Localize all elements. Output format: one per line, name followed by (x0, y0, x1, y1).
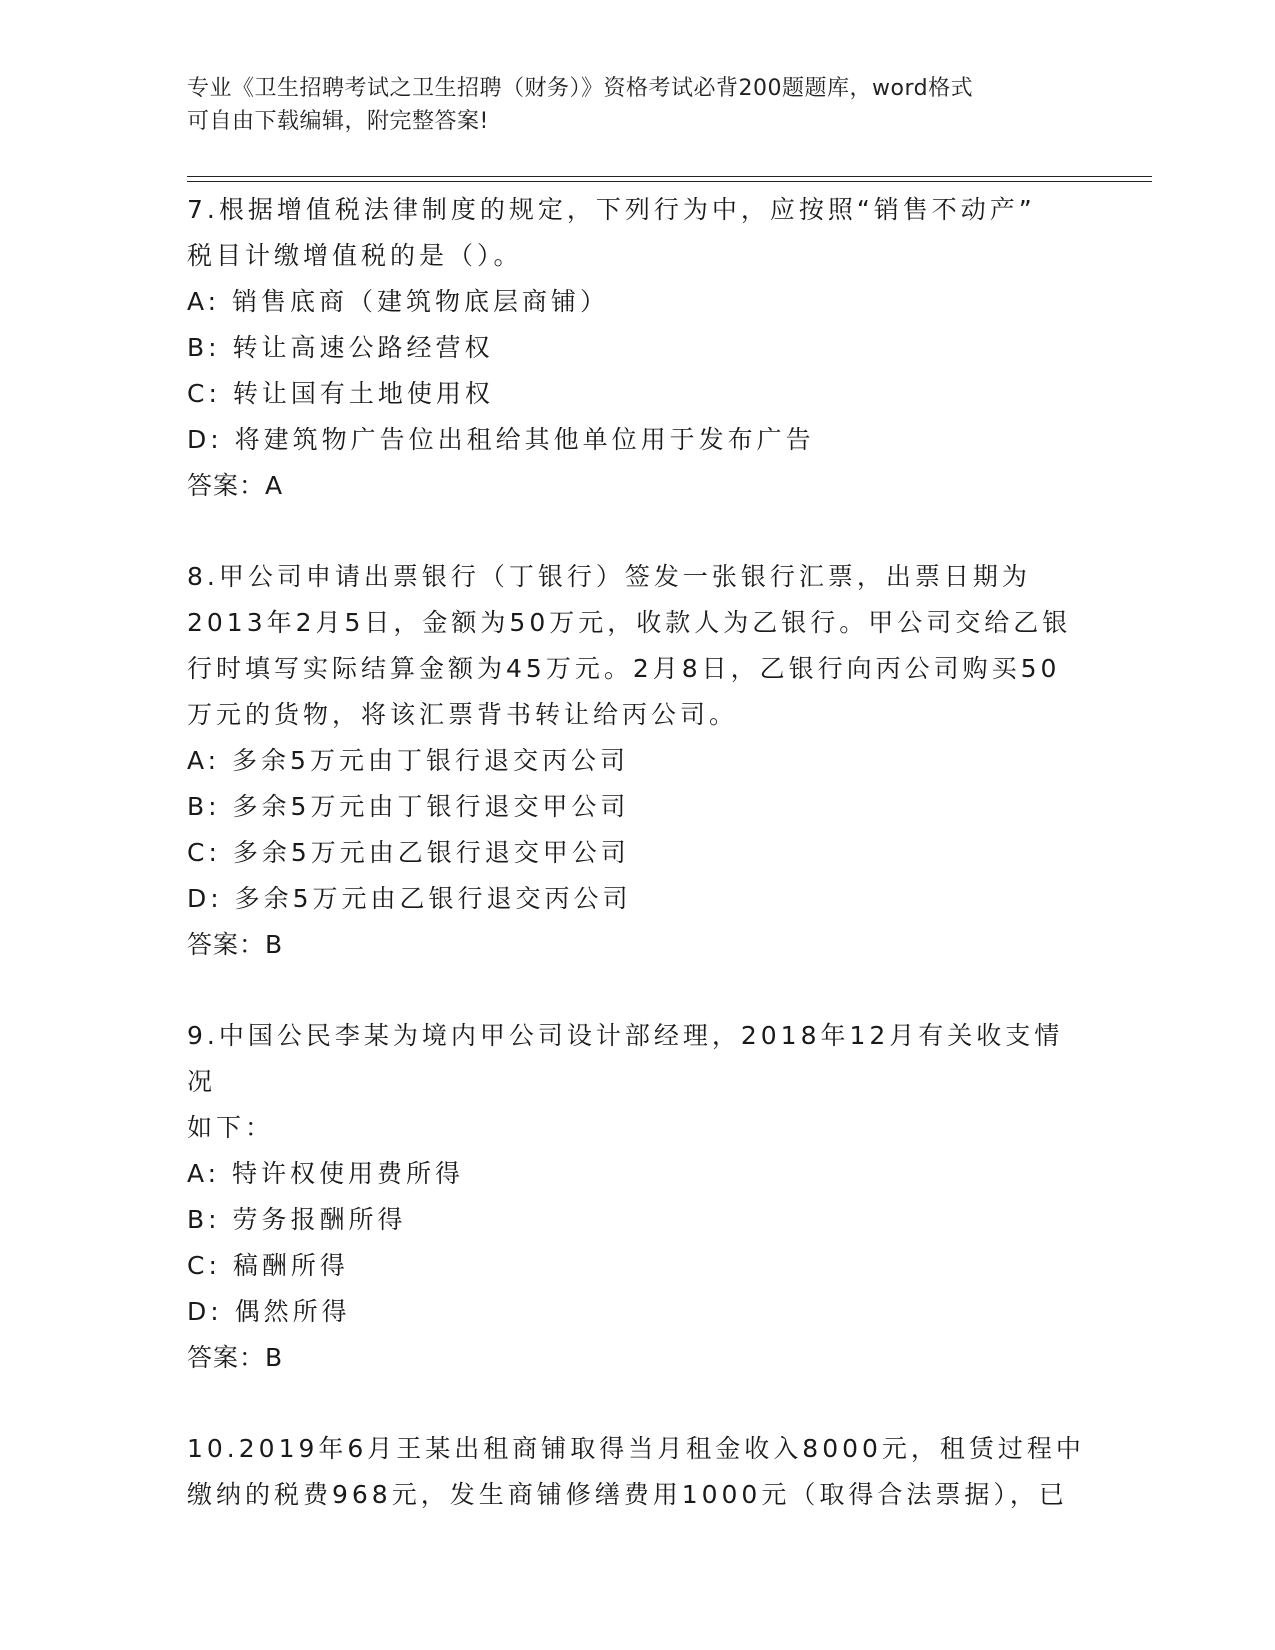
question-list (187, 187, 1087, 1518)
option-d: D: 多余5万元由乙银行退交丙公司 (187, 884, 632, 913)
question-stem-line: 10.2019年6月王某出租商铺取得当月租金收入8000元，租赁过程中 (187, 1434, 1085, 1463)
question-stem-line: 行时填写实际结算金额为45万元。2月8日，乙银行向丙公司购买50 (187, 654, 1061, 683)
question-10 (187, 1426, 1087, 1518)
question-stem-line: 税目计缴增值税的是（）。 (187, 241, 523, 270)
option-a: A: 销售底商（建筑物底层商铺） (187, 287, 610, 316)
header-rule-top (187, 176, 1152, 177)
question-stem-line: 如下： (187, 1113, 275, 1142)
question-stem-line: 9.中国公民李某为境内甲公司设计部经理，2018年12月有关收支情况 (187, 1021, 1064, 1096)
option-b: B: 劳务报酬所得 (187, 1205, 407, 1234)
question-stem-line: 万元的货物，将该汇票背书转让给丙公司。 (187, 700, 739, 729)
option-b: B: 多余5万元由丁银行退交甲公司 (187, 792, 630, 821)
question-stem-line: 8.甲公司申请出票银行（丁银行）签发一张银行汇票，出票日期为 (187, 562, 1031, 591)
header-line-2: 可自由下载编辑，附完整答案! (187, 109, 489, 134)
option-d: D: 偶然所得 (187, 1297, 351, 1326)
option-c: C: 多余5万元由乙银行退交甲公司 (187, 838, 630, 867)
document-header (187, 72, 1077, 138)
answer-line: 答案：A (187, 471, 284, 500)
header-rule-bottom (187, 181, 1152, 182)
option-c: C: 转让国有土地使用权 (187, 379, 494, 408)
question-stem-line: 2013年2月5日，金额为50万元，收款人为乙银行。甲公司交给乙银 (187, 608, 1072, 637)
option-a: A: 特许权使用费所得 (187, 1159, 465, 1188)
question-9 (187, 1013, 1087, 1381)
question-7 (187, 187, 1087, 509)
answer-line: 答案：B (187, 930, 284, 959)
question-stem-line: 7.根据增值税法律制度的规定，下列行为中，应按照“销售不动产” (187, 195, 1036, 224)
answer-line: 答案：B (187, 1343, 284, 1372)
option-d: D: 将建筑物广告位出租给其他单位用于发布广告 (187, 425, 815, 454)
option-c: C: 稿酬所得 (187, 1251, 349, 1280)
question-8 (187, 554, 1087, 968)
option-b: B: 转让高速公路经营权 (187, 333, 494, 362)
option-a: A: 多余5万元由丁银行退交丙公司 (187, 746, 629, 775)
header-line-1: 专业《卫生招聘考试之卫生招聘（财务）》资格考试必背200题题库，word格式 (187, 76, 974, 101)
question-stem-line: 缴纳的税费968元，发生商铺修缮费用1000元（取得合法票据），已 (187, 1480, 1068, 1509)
